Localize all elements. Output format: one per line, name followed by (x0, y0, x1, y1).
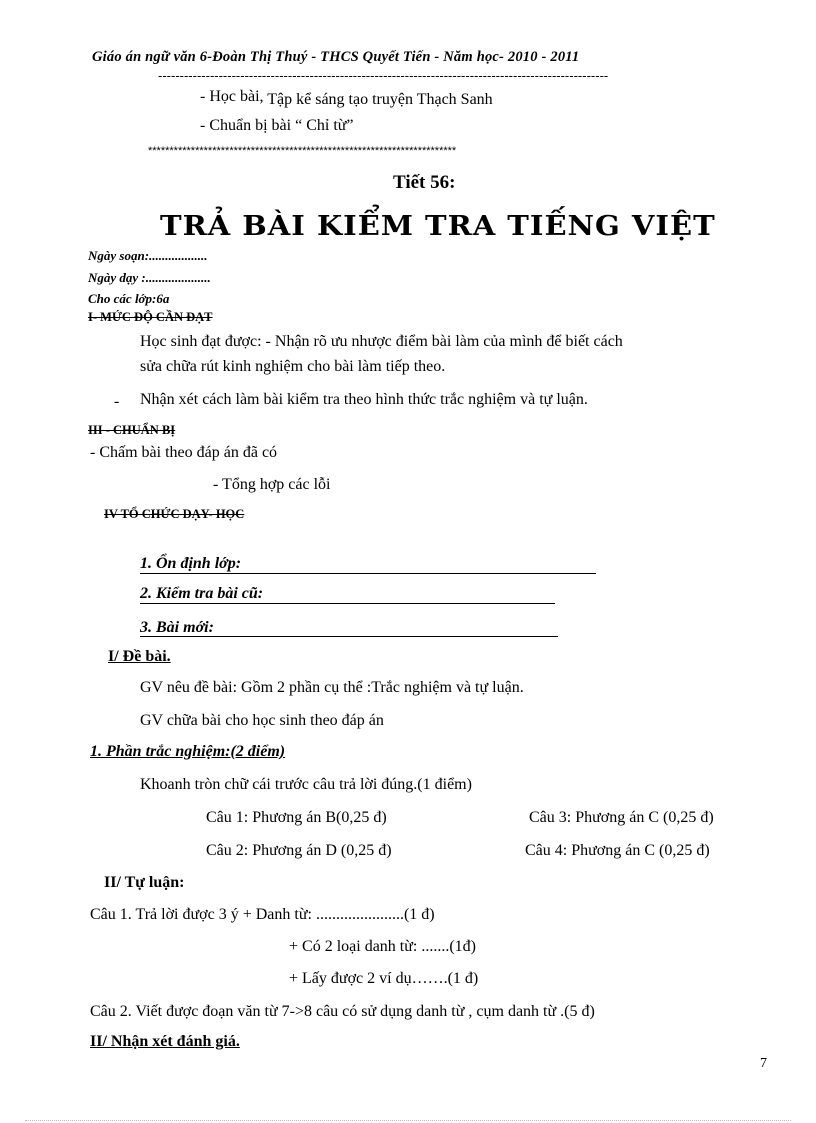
section-3-line-2: - Tổng hợp các lỗi (213, 476, 331, 493)
running-header: Giáo án ngữ văn 6-Đoàn Thị Thuý - THCS Quyết Tiến - Năm học- 2010 - 2011 (92, 49, 580, 65)
ngay-soan: Ngày soạn:.................. (88, 248, 208, 263)
section-3-line-1: - Chấm bài theo đáp án đã có (90, 444, 278, 461)
step-2-underline (140, 603, 555, 604)
trac-nghiem-title: 1. Phần trắc nghiệm:(2 điểm) (90, 743, 286, 760)
section-3-title: III - CHUẨN BỊ (88, 423, 176, 437)
de-bai-title: I/ Đề bài. (108, 648, 171, 665)
answer-q2: Câu 2: Phương án D (0,25 đ) (206, 842, 392, 859)
section-1-line-3: Nhận xét cách làm bài kiểm tra theo hình thức trắc nghiệm và tự luận. (140, 391, 588, 408)
step-1-underline (140, 573, 596, 574)
de-bai-line-1: GV nêu đề bài: Gồm 2 phần cụ thể :Trắc nghiệm và tự luận. (140, 679, 524, 696)
de-bai-line-2: GV chữa bài cho học sinh theo đáp án (140, 712, 384, 729)
tu-luan-title: II/ Tự luận: (104, 874, 185, 891)
lesson-number: Tiết 56: (393, 172, 456, 193)
answer-q3: Câu 3: Phương án C (0,25 đ) (529, 809, 714, 826)
homework-line-2: - Chuẩn bị bài “ Chỉ từ” (200, 117, 354, 134)
cho-lop: Cho các lớp:6a (88, 291, 170, 306)
nhan-xet-title: II/ Nhận xét đánh giá. (90, 1033, 240, 1050)
section-1-line-1: Học sinh đạt được: - Nhận rõ ưu nhược điểm bài làm của mình để biết cách (140, 333, 623, 350)
step-1: 1. Ổn định lớp: (140, 555, 242, 572)
page-number: 7 (760, 1056, 767, 1071)
step-3: 3. Bài mới: (140, 619, 214, 636)
ngay-day: Ngày dạy :.................... (88, 270, 211, 285)
answer-q4: Câu 4: Phương án C (0,25 đ) (525, 842, 710, 859)
tu-luan-cau-2: Câu 2. Viết được đoạn văn từ 7->8 câu có sử dụng danh từ , cụm danh từ .(5 đ) (90, 1003, 595, 1020)
lesson-title: TRẢ BÀI KIỂM TRA TIẾNG VIỆT (160, 210, 716, 242)
step-3-underline (140, 636, 558, 637)
step-2: 2. Kiểm tra bài cũ: (140, 585, 264, 602)
header-dash-rule: -------------------------------------------------------------------------------------------------------- (158, 68, 609, 83)
tu-luan-cau-1-a: Câu 1. Trả lời được 3 ý + Danh từ: ......................(1 đ) (90, 906, 435, 923)
bottom-dotted-rule (25, 1120, 791, 1121)
tu-luan-cau-1-b: + Có 2 loại danh từ: .......(1đ) (289, 938, 477, 955)
star-separator: ************************************************************************ (148, 145, 457, 157)
section-1-line-2: sửa chữa rút kinh nghiệm cho bài làm tiếp theo. (140, 358, 446, 375)
section-4-title: IV TỔ CHỨC DẠY- HỌC (104, 507, 245, 521)
tu-luan-cau-1-c: + Lấy được 2 ví dụ…….(1 đ) (289, 970, 479, 987)
section-1-line-3-dash: - (114, 393, 120, 410)
trac-nghiem-instruction: Khoanh tròn chữ cái trước câu trả lời đúng.(1 điểm) (140, 776, 472, 793)
homework-prefix: - Học bài, (200, 88, 264, 105)
homework-line-1 (200, 88, 493, 106)
homework-rest: Tập kể sáng tạo truyện Thạch Sanh (267, 91, 493, 108)
answer-q1: Câu 1: Phương án B(0,25 đ) (206, 809, 387, 826)
section-1-title: I- MỨC ĐỘ CẦN ĐẠT (88, 310, 213, 324)
